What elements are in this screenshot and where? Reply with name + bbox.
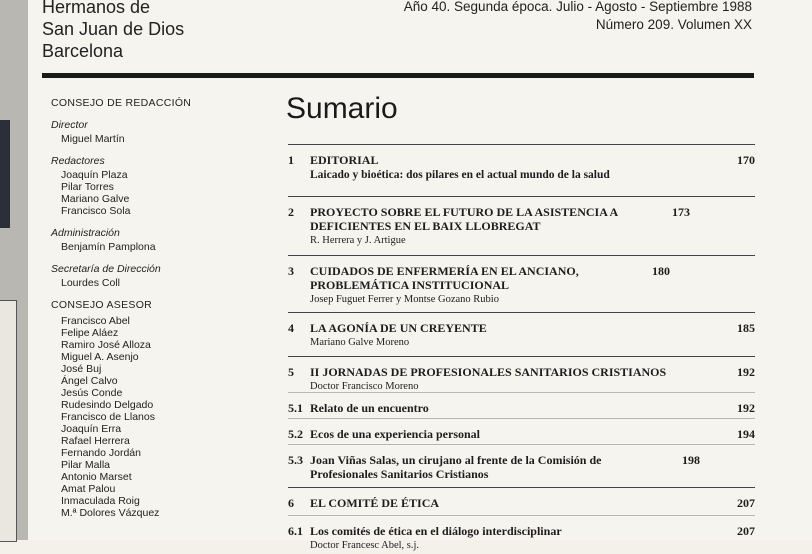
toc-subentry bbox=[288, 444, 755, 487]
publisher-line: Barcelona bbox=[42, 41, 124, 61]
person-name: Jesús Conde bbox=[61, 387, 123, 399]
person-name: Mariano Galve bbox=[61, 193, 130, 205]
header-rule bbox=[42, 73, 754, 78]
toc-entry bbox=[288, 144, 755, 196]
secretary-label: Secretaría de Dirección bbox=[51, 263, 161, 275]
admin-names bbox=[61, 241, 251, 253]
publisher-line: Hermanos de bbox=[42, 0, 151, 17]
entry-number: 5.1 bbox=[288, 401, 303, 415]
director-names bbox=[61, 133, 251, 145]
entry-page: 207 bbox=[737, 496, 755, 510]
entry-page: 198 bbox=[682, 453, 700, 467]
entry-author: Mariano Galve Moreno bbox=[310, 337, 410, 348]
person-name: Miguel A. Asenjo bbox=[61, 351, 139, 363]
entry-page: 185 bbox=[737, 321, 755, 335]
toc-subentry bbox=[288, 392, 755, 418]
issue-info bbox=[404, 0, 752, 34]
entry-title: EDITORIAL bbox=[310, 153, 379, 167]
person-name: M.ª Dolores Vázquez bbox=[61, 507, 160, 519]
publisher-line: San Juan de Dios bbox=[42, 19, 185, 39]
person-name: Pilar Torres bbox=[61, 181, 114, 193]
person-name: Fernando Jordán bbox=[61, 447, 141, 459]
person-name: Antonio Marset bbox=[61, 471, 132, 483]
toc-subentry bbox=[288, 418, 755, 444]
toc-entry bbox=[288, 312, 755, 356]
entry-number: 4 bbox=[288, 321, 294, 335]
person-name: Francisco Abel bbox=[61, 315, 130, 327]
entry-title: CUIDADOS DE ENFERMERÍA EN EL ANCIANO, PROBLEMÁTICA INSTITUCIONAL bbox=[310, 264, 579, 292]
toc-entry bbox=[288, 356, 755, 392]
editors-names bbox=[61, 169, 251, 217]
person-name: José Buj bbox=[61, 363, 102, 375]
entry-title: LA AGONÍA DE UN CREYENTE bbox=[310, 321, 487, 335]
entry-subtitle: Laicado y bioética: dos pilares en el actual mundo de la salud bbox=[310, 169, 610, 181]
entry-number: 6.1 bbox=[288, 524, 303, 538]
person-name: Francisco de Llanos bbox=[61, 411, 155, 423]
entry-title: EL COMITÉ DE ÉTICA bbox=[310, 496, 440, 510]
entry-number: 5.3 bbox=[288, 453, 303, 467]
entry-number: 5.2 bbox=[288, 427, 303, 441]
magazine-page bbox=[28, 0, 812, 551]
entry-title: Joan Viñas Salas, un cirujano al frente de la Comisión de Profesionales Sanitarios Cristianos bbox=[310, 453, 602, 481]
toc-title: Sumario bbox=[286, 92, 398, 125]
entry-number: 1 bbox=[288, 153, 294, 167]
toc-entry bbox=[288, 196, 755, 255]
toc-entry bbox=[288, 487, 755, 515]
person-name: Ángel Calvo bbox=[61, 375, 118, 387]
entry-page: 194 bbox=[737, 427, 755, 441]
entry-author: R. Herrera y J. Artigue bbox=[310, 235, 406, 246]
person-name: Inmaculada Roig bbox=[61, 495, 140, 507]
advisors-list bbox=[61, 315, 251, 519]
table-of-contents bbox=[288, 90, 755, 554]
advisory-title: CONSEJO ASESOR bbox=[51, 299, 153, 311]
council-title: CONSEJO DE REDACCIÓN bbox=[51, 97, 192, 109]
person-name: Miguel Martín bbox=[61, 133, 125, 145]
person-name: Joaquín Erra bbox=[61, 423, 122, 435]
entry-page: 180 bbox=[652, 264, 670, 278]
entry-title: PROYECTO SOBRE EL FUTURO DE LA ASISTENCIA A DEFICIENTES EN EL BAIX LLOBREGAT bbox=[310, 205, 618, 233]
person-name: Felipe Aláez bbox=[61, 327, 119, 339]
issue-number: Número 209. Volumen XX bbox=[595, 17, 752, 32]
person-name: Ramiro José Alloza bbox=[61, 339, 151, 351]
secretary-names bbox=[61, 277, 251, 289]
entry-number: 6 bbox=[288, 496, 294, 510]
entry-author: Josep Fuguet Ferrer y Montse Gozano Rubio bbox=[310, 294, 499, 305]
entry-page: 170 bbox=[737, 153, 755, 167]
person-name: Rudesindo Delgado bbox=[61, 399, 154, 411]
person-name: Francisco Sola bbox=[61, 205, 131, 217]
entry-page: 207 bbox=[737, 524, 755, 538]
issue-date: Año 40. Segunda época. Julio - Agosto - Septiembre 1988 bbox=[403, 0, 752, 14]
entry-page: 173 bbox=[672, 205, 690, 219]
director-label: Director bbox=[51, 119, 88, 131]
person-name: Pilar Malla bbox=[61, 459, 111, 471]
spine-dark-mark bbox=[0, 120, 10, 228]
entry-page: 192 bbox=[737, 365, 755, 379]
person-name: Rafael Herrera bbox=[61, 435, 130, 447]
publisher-block bbox=[42, 0, 184, 62]
entry-page: 192 bbox=[737, 401, 755, 415]
entry-title: Relato de un encuentro bbox=[310, 401, 429, 415]
entry-title: Los comités de ética en el diálogo interdisciplinar bbox=[310, 524, 562, 538]
editors-label: Redactores bbox=[51, 155, 105, 167]
editorial-credits bbox=[51, 97, 251, 529]
toc-subentry bbox=[288, 515, 755, 554]
person-name: Joaquín Plaza bbox=[61, 169, 128, 181]
entry-author: Doctor Francesc Abel, s.j. bbox=[310, 540, 420, 551]
spine-box bbox=[0, 300, 17, 542]
person-name: Benjamín Pamplona bbox=[61, 241, 156, 253]
entry-title: II JORNADAS DE PROFESIONALES SANITARIOS CRISTIANOS bbox=[310, 365, 667, 379]
entry-number: 5 bbox=[288, 365, 294, 379]
person-name: Amat Palou bbox=[61, 483, 116, 495]
entry-number: 2 bbox=[288, 205, 294, 219]
admin-label: Administración bbox=[51, 227, 120, 239]
entry-number: 3 bbox=[288, 264, 294, 278]
toc-entry bbox=[288, 255, 755, 312]
entry-author: Doctor Francisco Moreno bbox=[310, 381, 419, 392]
person-name: Lourdes Coll bbox=[61, 277, 120, 289]
entry-title: Ecos de una experiencia personal bbox=[310, 427, 480, 441]
